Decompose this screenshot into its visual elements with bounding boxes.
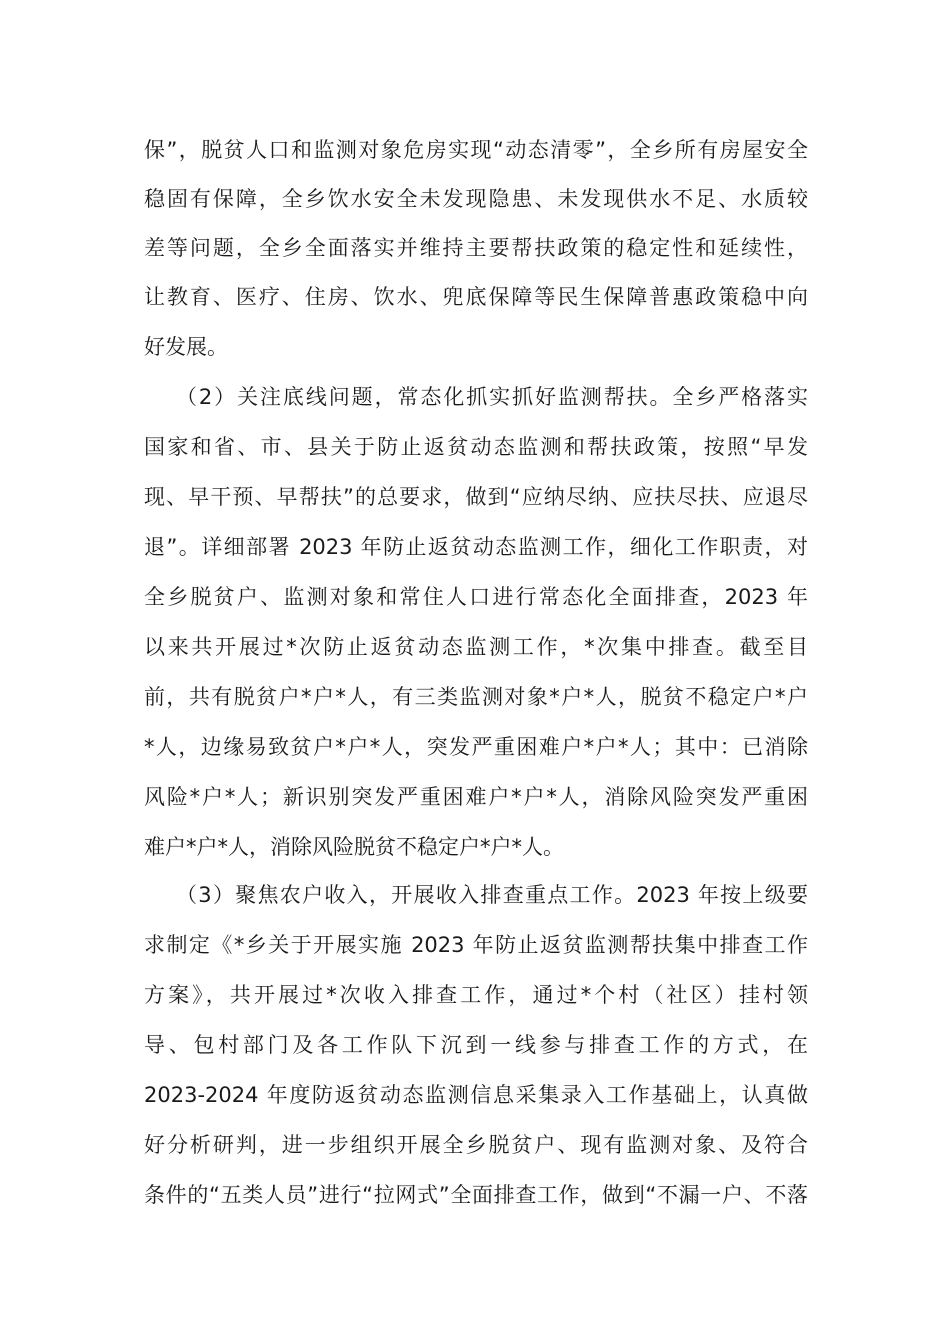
text-line: 风险*户*人；新识别突发严重困难户*户*人，消除风险突发严重困 [144,785,808,809]
text-line: 2023-2024 年度防返贫动态监测信息采集录入工作基础上，认真做 [144,1083,808,1107]
text-line: 稳固有保障，全乡饮水安全未发现隐患、未发现供水不足、水质较 [144,187,808,211]
text-line: 全乡脱贫户、监测对象和常住人口进行常态化全面排查，2023 年 [144,585,808,609]
text-line: 差等问题，全乡全面落实并维持主要帮扶政策的稳定性和延续性， [144,236,808,260]
text-line: 以来共开展过*次防止返贫动态监测工作，*次集中排查。截至目 [144,635,808,659]
text-line: 方案》，共开展过*次收入排查工作，通过*个村（社区）挂村领 [144,983,808,1007]
text-line: 求制定《*乡关于开展实施 2023 年防止返贫监测帮扶集中排查工作 [144,933,808,957]
paragraph-2-first-line: （2）关注底线问题，常态化抓实抓好监测帮扶。全乡严格落实 [176,385,808,409]
text-line: 国家和省、市、县关于防止返贫动态监测和帮扶政策，按照“早发 [144,435,808,459]
text-line: 退”。详细部署 2023 年防止返贫动态监测工作，细化工作职责，对 [144,535,808,559]
paragraph-3-first-line: （3）聚焦农户收入，开展收入排查重点工作。2023 年按上级要 [176,883,808,907]
text-line: 导、包村部门及各工作队下沉到一线参与排查工作的方式，在 [144,1033,808,1057]
text-line: 好分析研判，进一步组织开展全乡脱贫户、现有监测对象、及符合 [144,1133,808,1157]
text-line: *人，边缘易致贫户*户*人，突发严重困难户*户*人；其中：已消除 [144,735,808,759]
text-line: 现、早干预、早帮扶”的总要求，做到“应纳尽纳、应扶尽扶、应退尽 [144,485,808,509]
text-line: 保”，脱贫人口和监测对象危房实现“动态清零”，全乡所有房屋安全 [144,138,808,162]
text-line: 让教育、医疗、住房、饮水、兜底保障等民生保障普惠政策稳中向 [144,285,808,309]
text-line: 条件的“五类人员”进行“拉网式”全面排查工作，做到“不漏一户、不落 [144,1183,808,1207]
text-line: 好发展。 [144,335,228,359]
text-line: 难户*户*人，消除风险脱贫不稳定户*户*人。 [144,835,564,859]
text-line: 前，共有脱贫户*户*人，有三类监测对象*户*人，脱贫不稳定户*户 [144,685,808,709]
